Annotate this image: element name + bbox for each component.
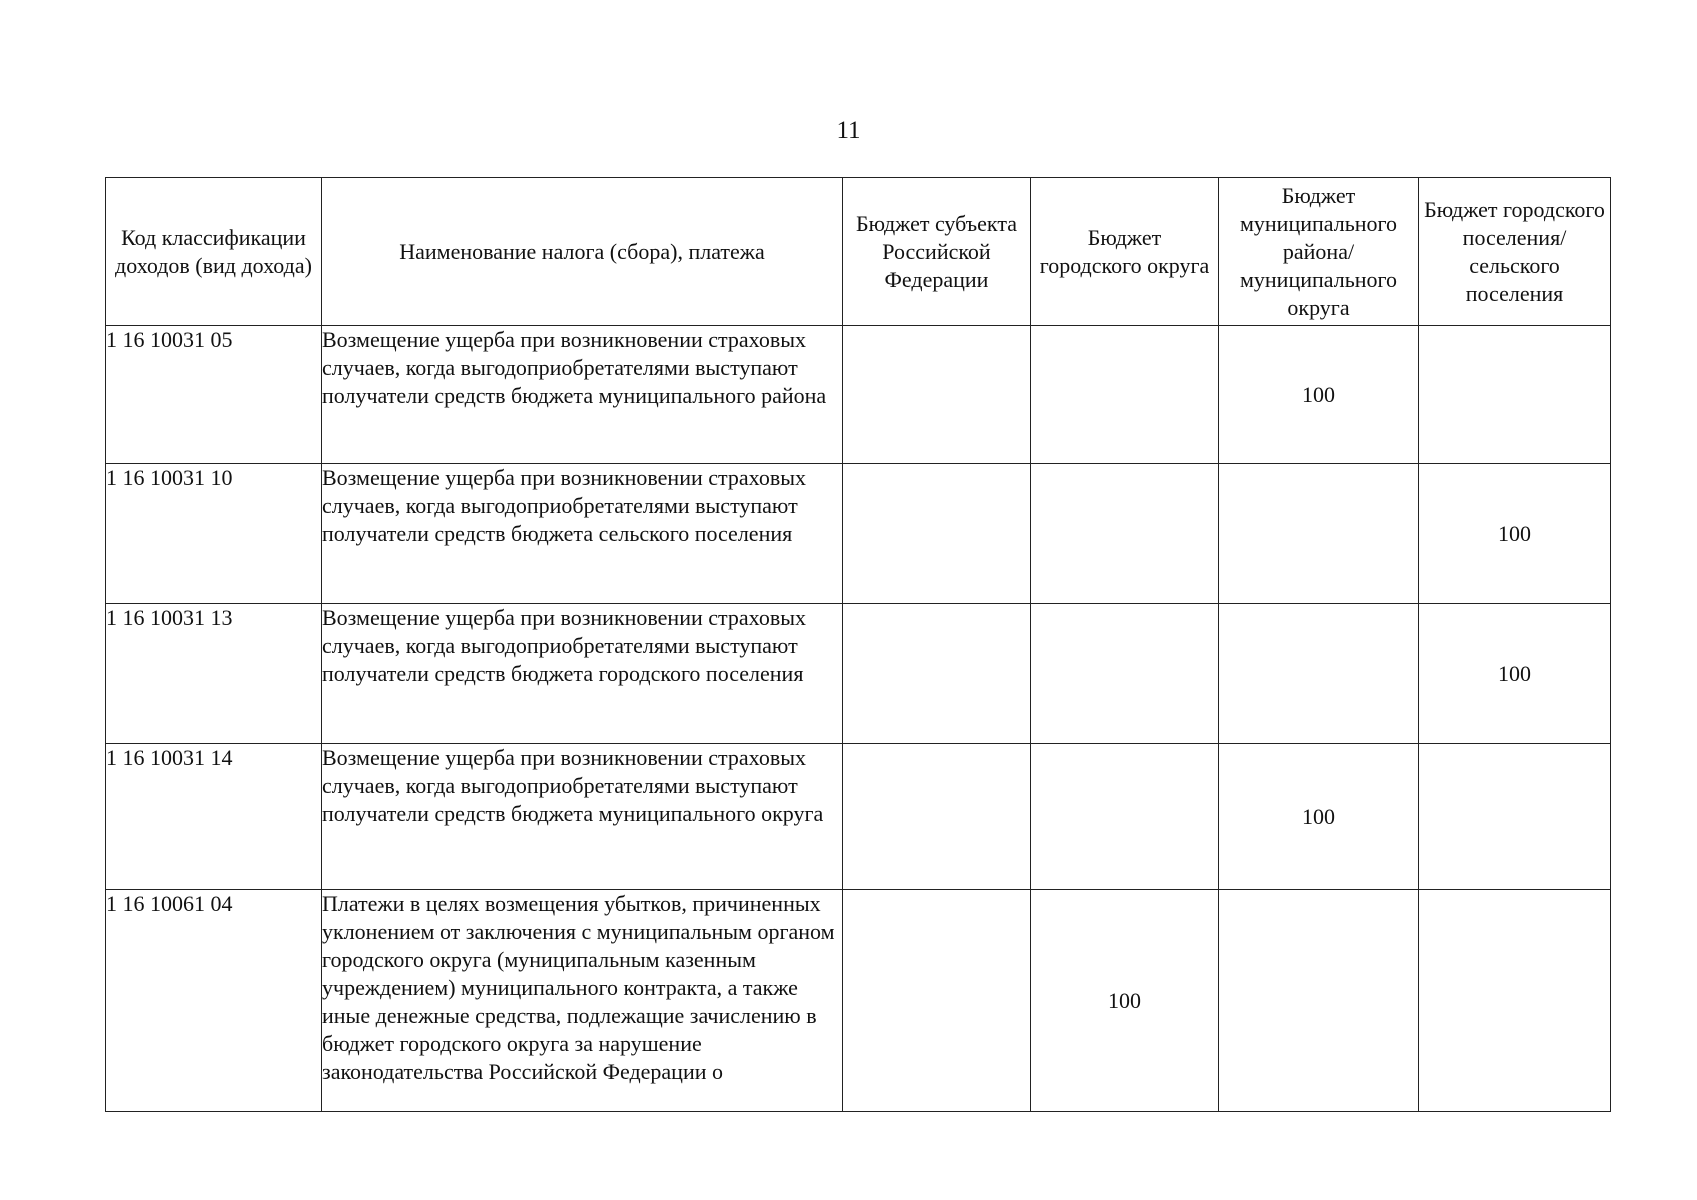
row-subject-budget bbox=[843, 890, 1031, 1112]
row-settlement-budget: 100 bbox=[1419, 464, 1611, 604]
header-municipal-district-budget: Бюджет муниципального района/ муниципального округа bbox=[1219, 178, 1419, 326]
row-settlement-budget bbox=[1419, 890, 1611, 1112]
row-city-district-budget bbox=[1031, 464, 1219, 604]
header-code: Код классификации доходов (вид дохода) bbox=[106, 178, 322, 326]
row-subject-budget bbox=[843, 464, 1031, 604]
row-city-district-budget bbox=[1031, 744, 1219, 890]
page-number: 11 bbox=[836, 117, 861, 144]
row-code: 1 16 10031 14 bbox=[106, 744, 322, 890]
row-subject-budget bbox=[843, 604, 1031, 744]
row-name: Возмещение ущерба при возникновении страховых случаев, когда выгодоприобретателями выступают получатели средств бюджета муниципального района bbox=[322, 326, 843, 464]
table-row bbox=[106, 604, 1611, 744]
row-city-district-budget bbox=[1031, 604, 1219, 744]
table-row bbox=[106, 890, 1611, 1112]
row-name: Возмещение ущерба при возникновении страховых случаев, когда выгодоприобретателями выступают получатели средств бюджета городского поселения bbox=[322, 604, 843, 744]
row-name: Платежи в целях возмещения убытков, причиненных уклонением от заключения с муниципальным органом городского округа (муниципальным казенным учреждением) муниципального контракта, а также иные денежные средства, подлежащие зачислению в бюджет городского округа за нарушение законодательства Российской Федерации о bbox=[322, 890, 843, 1112]
row-settlement-budget bbox=[1419, 326, 1611, 464]
header-city-district-budget: Бюджет городского округа bbox=[1031, 178, 1219, 326]
table-row bbox=[106, 326, 1611, 464]
row-settlement-budget bbox=[1419, 744, 1611, 890]
row-municipal-district-budget bbox=[1219, 464, 1419, 604]
header-name: Наименование налога (сбора), платежа bbox=[322, 178, 843, 326]
row-code: 1 16 10031 05 bbox=[106, 326, 322, 464]
row-name: Возмещение ущерба при возникновении страховых случаев, когда выгодоприобретателями выступают получатели средств бюджета сельского поселения bbox=[322, 464, 843, 604]
row-code: 1 16 10031 10 bbox=[106, 464, 322, 604]
table-header-row bbox=[106, 178, 1611, 326]
row-code: 1 16 10031 13 bbox=[106, 604, 322, 744]
row-municipal-district-budget bbox=[1219, 890, 1419, 1112]
row-city-district-budget: 100 bbox=[1031, 890, 1219, 1112]
header-subject-budget: Бюджет субъекта Российской Федерации bbox=[843, 178, 1031, 326]
row-settlement-budget: 100 bbox=[1419, 604, 1611, 744]
table-row bbox=[106, 744, 1611, 890]
row-city-district-budget bbox=[1031, 326, 1219, 464]
income-distribution-table bbox=[105, 177, 1611, 1112]
row-municipal-district-budget bbox=[1219, 604, 1419, 744]
row-municipal-district-budget: 100 bbox=[1219, 326, 1419, 464]
header-settlement-budget: Бюджет городского поселения/ сельского поселения bbox=[1419, 178, 1611, 326]
row-municipal-district-budget: 100 bbox=[1219, 744, 1419, 890]
row-name: Возмещение ущерба при возникновении страховых случаев, когда выгодоприобретателями выступают получатели средств бюджета муниципального округа bbox=[322, 744, 843, 890]
row-subject-budget bbox=[843, 744, 1031, 890]
table-row bbox=[106, 464, 1611, 604]
row-code: 1 16 10061 04 bbox=[106, 890, 322, 1112]
row-subject-budget bbox=[843, 326, 1031, 464]
